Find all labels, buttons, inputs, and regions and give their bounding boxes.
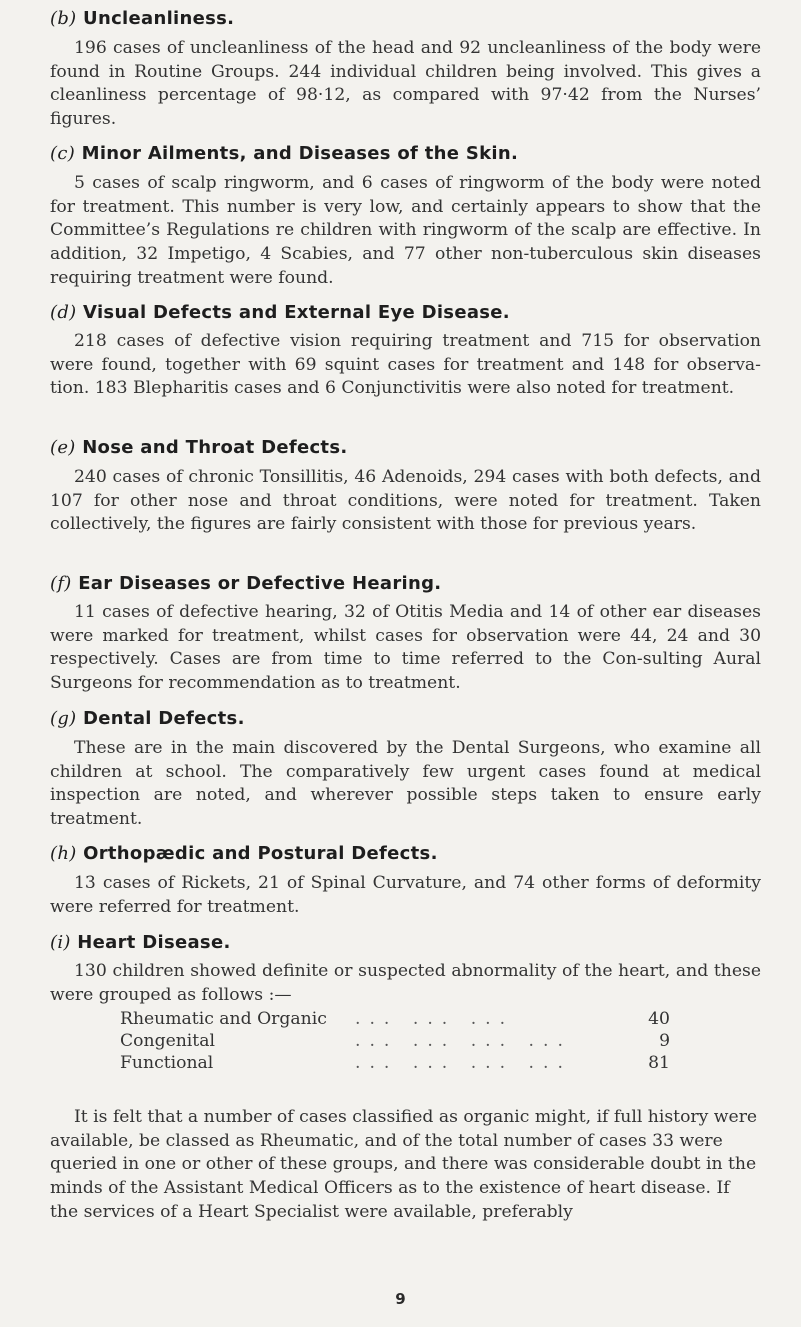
section-heading-ear-diseases: (f) Ear Diseases or Defective Hearing.: [50, 573, 442, 594]
section-text-minor-ailments: 5 cases of scalp ringworm, and 6 cases of ringworm of the body were noted for treatment. This number is very low, and certainly appears to show that the Committee’s Regulations re children with ringworm of the scalp are effective. In addition, 32 Impetigo, 4 Scabies, and 77 other non-tuberculous skin diseases requiring treatment were found.: [50, 173, 761, 288]
section-text-dental-defects: These are in the main discovered by the Dental Surgeons, who examine all children at school. The comparatively few urgent cases found at medical inspection are noted, and wherever possible steps taken to ensure early treatment.: [50, 738, 761, 830]
table-row: [120, 1009, 670, 1031]
page-number: 9: [395, 1290, 406, 1308]
leader-dots: ... ... ... ...: [355, 1053, 572, 1073]
section-text-ear-diseases: 11 cases of defective hearing, 32 of Otitis Media and 14 of other ear diseases were marked for treatment, whilst cases for observation were 44, 24 and 30 respectively. Cases are from time to time referred to the Con-sulting Aural Surgeons for recommendation as to treatment.: [50, 602, 761, 694]
table-row: [120, 1031, 670, 1053]
section-heading-orthopaedic: (h) Orthopædic and Postural Defects.: [50, 843, 438, 864]
row-label: Congenital: [120, 1031, 215, 1051]
section-text-heart-disease: 130 children showed definite or suspected abnormality of the heart, and these were grouped as follows :—: [50, 961, 761, 1005]
section-heading-nose-throat: (e) Nose and Throat Defects.: [50, 437, 348, 458]
row-value: 9: [659, 1031, 670, 1051]
closing-paragraph: It is felt that a number of cases classified as organic might, if full history were available, be classed as Rheumatic, and of the total number of cases 33 were queried in one or other of these groups, and there was considerable doubt in the minds of the Assistant Medical Officers as to the existence of heart disease. If the services of a Heart Specialist were available, preferably: [50, 1107, 758, 1222]
section-heading-uncleanliness: (b) Uncleanliness.: [50, 8, 235, 29]
section-heading-heart-disease: (i) Heart Disease.: [50, 932, 231, 953]
section-text-orthopaedic: 13 cases of Rickets, 21 of Spinal Curvature, and 74 other forms of deformity were referred for treatment.: [50, 873, 761, 917]
row-value: 81: [648, 1053, 670, 1073]
section-text-uncleanliness: 196 cases of uncleanliness of the head and 92 uncleanliness of the body were found in Routine Groups. 244 individual children being involved. This gives a cleanliness percentage of 98·12, as compared with 97·42 from the Nurses’ figures.: [50, 38, 761, 130]
row-label: Rheumatic and Organic: [120, 1009, 327, 1029]
row-value: 40: [648, 1009, 670, 1029]
table-row: [120, 1053, 670, 1075]
section-text-visual-defects: 218 cases of defective vision requiring treatment and 715 for observation were found, together with 69 squint cases for treatment and 148 for observa-tion. 183 Blepharitis cases and 6 Conjunctivitis were also noted for treatment.: [50, 331, 761, 399]
section-heading-dental-defects: (g) Dental Defects.: [50, 708, 245, 729]
section-heading-visual-defects: (d) Visual Defects and External Eye Disease.: [50, 302, 510, 323]
heart-disease-table: [120, 1009, 670, 1075]
leader-dots: ... ... ...: [355, 1009, 515, 1029]
section-heading-minor-ailments: (c) Minor Ailments, and Diseases of the Skin.: [50, 143, 519, 164]
row-label: Functional: [120, 1053, 214, 1073]
section-text-nose-throat: 240 cases of chronic Tonsillitis, 46 Adenoids, 294 cases with both defects, and 107 for other nose and throat conditions, were noted for treatment. Taken collectively, the figures are fairly consistent with those for previous years.: [50, 467, 761, 535]
leader-dots: ... ... ... ...: [355, 1031, 572, 1051]
